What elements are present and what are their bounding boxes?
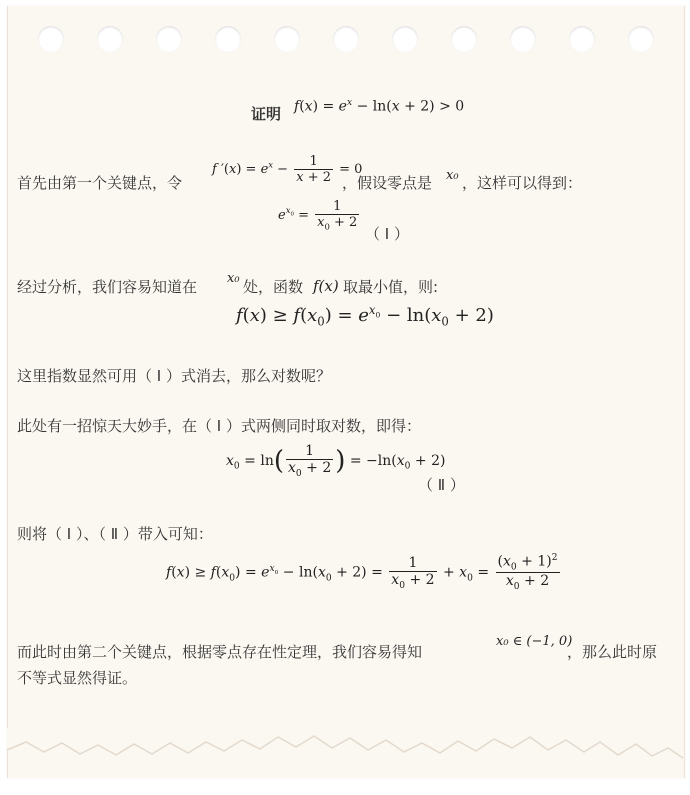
binder-hole (274, 26, 300, 52)
step1-zero-var: x₀ (446, 168, 459, 183)
equation-2: $x_0 = \ln$( $\frac{1}{x_0 + 2}$ ) = $-\ln(x_0 + 2)$ (226, 443, 446, 479)
binder-hole (215, 26, 241, 52)
step1-derivative-formula: f $'(x) = e^x$ − $\frac{1}{x + 2}$ = 0 (212, 154, 363, 185)
proof-label: 证明 (251, 105, 282, 123)
step2-text-a: 经过分析，我们容易知道在 (17, 278, 198, 296)
step6-text-a: 而此时由第二个关键点，根据零点存在性定理，我们容易得知 (17, 643, 423, 661)
step5-text: 则将（ Ⅰ ）、（ Ⅱ ）带入可知： (17, 525, 213, 543)
step2-var: x₀ (227, 271, 240, 286)
step1-suffix-a: ，假设零点是 (342, 174, 433, 192)
proof-statement-formula: $f(x) = e^x - \ln(x + 2) > 0$ (294, 98, 465, 115)
step1-prefix: 首先由第一个关键点，令 (17, 174, 183, 192)
equation-1: $e^{x_0}$ = $\frac{1}{x_0 + 2}$ (278, 199, 358, 232)
binder-hole (510, 26, 536, 52)
binder-hole (569, 26, 595, 52)
binder-hole (333, 26, 359, 52)
step6-text-c: 不等式显然得证。 (17, 669, 138, 687)
zero-range-formula: x₀ ∈ (−1, 0) (496, 634, 573, 649)
binder-hole (451, 26, 477, 52)
step2-function: f(x) (313, 277, 339, 295)
notepaper (7, 6, 685, 778)
binder-hole (392, 26, 418, 52)
step1-suffix-b: ，这样可以得到： (462, 174, 583, 192)
step4-text: 此处有一招惊天大妙手，在（ Ⅰ ）式两侧同时取对数，即得： (17, 417, 421, 435)
binder-hole (38, 26, 64, 52)
final-formula: $f(x) \ge f(x_0) = e^{x_0} - \ln(x_0 + 2)$ = $\frac{1}{x_0 + 2}$ + $x_0$ = $\frac{(x_0 + 1)^2}{x_0 + 2}$ (166, 553, 558, 593)
torn-paper-edge (0, 728, 690, 795)
step6-text-b: ，那么此时原 (567, 643, 658, 661)
binder-hole (156, 26, 182, 52)
step2-text-b: 处，函数 (243, 278, 304, 296)
binder-hole (628, 26, 654, 52)
equation-1-tag: （ Ⅰ ） (365, 225, 409, 243)
min-value-formula: $f(x) \ge f(x_0) = e^{x_0} - \ln(x_0 + 2)$ (236, 303, 494, 329)
binder-hole (97, 26, 123, 52)
step3-text: 这里指数显然可用（ Ⅰ ）式消去，那么对数呢？ (17, 367, 331, 385)
step2-text-c: 取最小值，则: (343, 278, 439, 296)
equation-2-tag: （ Ⅱ ） (418, 476, 465, 494)
